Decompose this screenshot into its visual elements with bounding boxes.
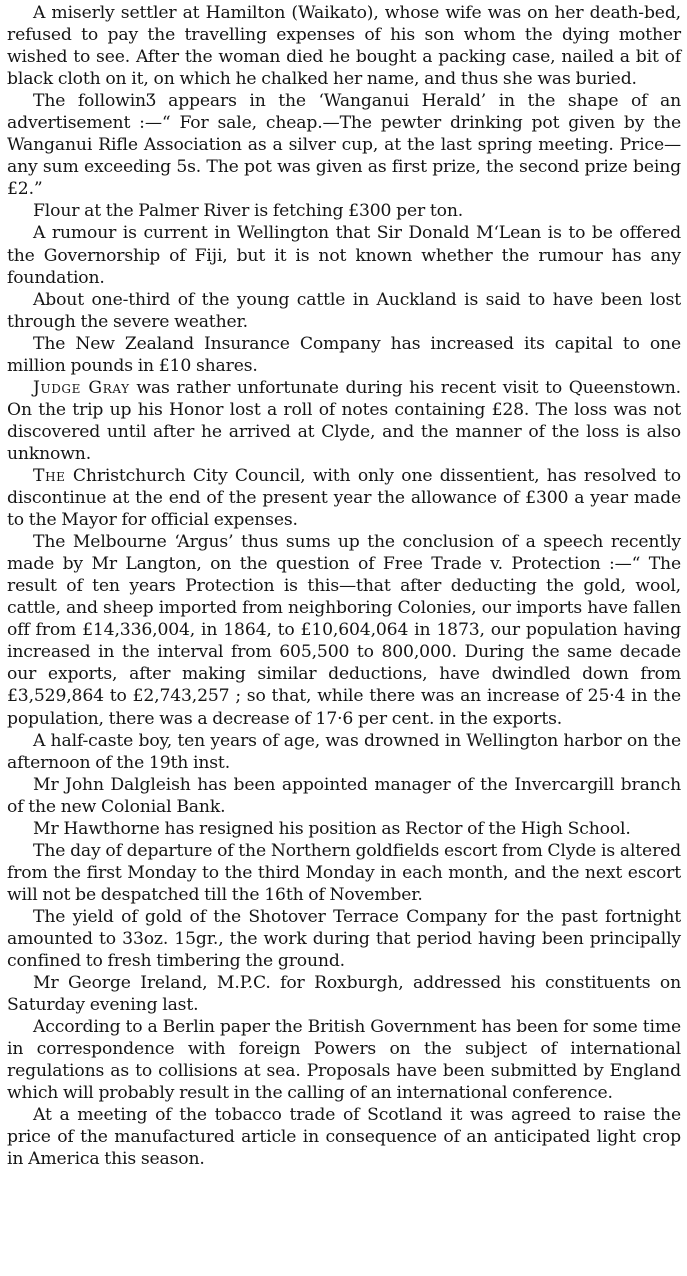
news-item-hamilton-settler bbox=[7, 2, 681, 90]
item-text: was rather unfortunate during his recent visit to Queenstown. On the trip up his Honor lost a roll of notes containing £28. The loss was not discovered until after he arrived at Clyde, and the manner of the loss is also unknown. bbox=[7, 377, 681, 464]
news-item-auckland-cattle bbox=[7, 289, 681, 333]
item-text: Mr Hawthorne has resigned his position as Rector of the High School. bbox=[33, 818, 631, 839]
item-text: The New Zealand Insurance Company has increased its capital to one million pounds in £10 shares. bbox=[7, 333, 681, 376]
item-text: A rumour is current in Wellington that Sir Donald M‘Lean is to be offered the Governorship of Fiji, but it is not known whether the rumour has any foundation. bbox=[7, 223, 681, 288]
news-item-wellington-drowning bbox=[7, 730, 681, 774]
news-item-colonial-bank bbox=[7, 774, 681, 818]
item-text: A miserly settler at Hamilton (Waikato), whose wife was on her death-bed, refused to pay the travelling expenses of his son whom the dying mother wished to see. After the woman died he bought a packing case, nailed a bit of black cloth on it, on which he chalked her name, and thus she was buried. bbox=[7, 3, 681, 90]
news-item-melbourne-argus bbox=[7, 531, 681, 729]
item-lead: The bbox=[33, 465, 66, 486]
news-item-insurance-company bbox=[7, 333, 681, 377]
news-item-goldfields-escort bbox=[7, 840, 681, 906]
item-text: Mr George Ireland, M.P.C. for Roxburgh, addressed his constituents on Saturday evening last. bbox=[7, 973, 681, 1016]
item-text: About one-third of the young cattle in Auckland is said to have been lost through the severe weather. bbox=[7, 289, 681, 332]
item-text: Mr John Dalgleish has been appointed manager of the Invercargill branch of the new Colonial Bank. bbox=[7, 774, 681, 817]
news-item-roxburgh-address bbox=[7, 972, 681, 1016]
item-text: Christchurch City Council, with only one dissentient, has resolved to discontinue at the end of the present year the allowance of £300 a year made to the Mayor for official expenses. bbox=[7, 465, 681, 531]
news-item-shotover-gold bbox=[7, 906, 681, 972]
news-item-fiji-governorship bbox=[7, 222, 681, 288]
item-lead: Judge Gray bbox=[33, 377, 130, 398]
item-text: Flour at the Palmer River is fetching £300 per ton. bbox=[33, 201, 464, 222]
item-text: At a meeting of the tobacco trade of Scotland it was agreed to raise the price of the manufactured article in consequence of an anticipated light crop in America this season. bbox=[7, 1105, 681, 1170]
item-text: The day of departure of the Northern goldfields escort from Clyde is altered from the first Monday to the third Monday in each month, and the next escort will not be despatched till the 16th of November. bbox=[7, 840, 682, 905]
item-text: The yield of gold of the Shotover Terrace Company for the past fortnight amounted to 33oz. 15gr., the work during that period having been principally confined to fresh timbering the ground. bbox=[7, 906, 681, 972]
news-item-palmer-river-flour bbox=[7, 200, 681, 222]
news-item-judge-gray bbox=[7, 377, 681, 465]
news-item-tobacco-trade bbox=[7, 1104, 681, 1170]
news-item-collisions-at-sea bbox=[7, 1016, 681, 1104]
item-text: According to a Berlin paper the British Government has been for some time in correspondence with foreign Powers on the subject of international regulations as to collisions at sea. Proposals have been submitted by England which will probably result in the calling of an international conference. bbox=[7, 1017, 681, 1104]
item-text: The followinƷ appears in the ‘Wanganui Herald’ in the shape of an advertisement :—“ For sale, cheap.—The pewter drinking pot given by the Wanganui Rifle Association as a silver cup, at the last spring meeting. Price—any sum exceeding 5s. The pot was given as first prize, the second prize being £2.” bbox=[7, 91, 681, 200]
news-item-high-school-rector bbox=[7, 818, 681, 840]
item-text: The Melbourne ‘Argus’ thus sums up the conclusion of a speech recently made by Mr Langton, on the question of Free Trade v. Protection :—“ The result of ten years Protection is this—that after deducting the gold, wool, cattle, and sheep imported from neighboring Colonies, our imports have fallen off from £14,336,004, in 1864, to £10,604,064 in 1873, our population having increased in the interval from 605,500 to 800,000. During the same decade our exports, after making similar deductions, have dwindled down from £3,529,864 to £2,743,257 ; so that, while there was an increase of 25·4 in the population, there was a decrease of 17·6 per cent. in the exports. bbox=[7, 532, 681, 729]
item-text: A half-caste boy, ten years of age, was drowned in Wellington harbor on the afternoon of the 19th inst. bbox=[7, 730, 681, 773]
news-item-christchurch-council bbox=[7, 465, 681, 531]
news-item-wanganui-herald bbox=[7, 90, 681, 200]
